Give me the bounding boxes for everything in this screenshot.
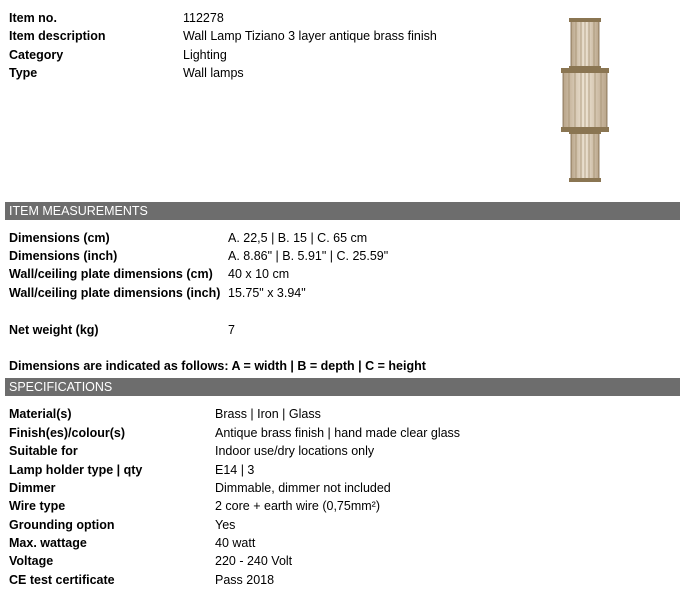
measurement-label: Wall/ceiling plate dimensions (inch) <box>9 286 221 300</box>
spec-label: Suitable for <box>9 444 78 458</box>
spec-value: Antique brass finish | hand made clear glass <box>215 426 461 440</box>
dimensions-note: Dimensions are indicated as follows: A = width | B = depth | C = height <box>9 359 426 373</box>
spec-value: Dimmable, dimmer not included <box>215 481 391 495</box>
wall-lamp-product-image <box>558 14 612 186</box>
spec-value: Pass 2018 <box>215 573 275 587</box>
measurement-label: Dimensions (inch) <box>9 249 118 263</box>
spec-label: Finish(es)/colour(s) <box>9 426 125 440</box>
spec-value: Yes <box>215 518 236 532</box>
measurement-label: Wall/ceiling plate dimensions (cm) <box>9 267 213 281</box>
spec-label: Wire type <box>9 499 66 513</box>
measurement-value: 15.75" x 3.94" <box>228 286 306 300</box>
info-label: Item description <box>9 29 106 43</box>
info-value: 112278 <box>183 11 224 25</box>
spec-value: 40 watt <box>215 536 256 550</box>
spec-value: Brass | Iron | Glass <box>215 407 321 421</box>
section-header-specifications: SPECIFICATIONS <box>5 378 680 396</box>
measurement-value: 40 x 10 cm <box>228 267 290 281</box>
spec-label: Max. wattage <box>9 536 87 550</box>
info-value: Wall lamps <box>183 66 244 80</box>
measurement-value: 7 <box>228 323 235 337</box>
measurement-value: A. 8.86" | B. 5.91" | C. 25.59" <box>228 249 389 263</box>
info-label: Type <box>9 66 38 80</box>
info-label: Item no. <box>9 11 57 25</box>
spec-value: Indoor use/dry locations only <box>215 444 375 458</box>
spec-label: Material(s) <box>9 407 72 421</box>
spec-label: Voltage <box>9 554 54 568</box>
spec-label: Grounding option <box>9 518 115 532</box>
measurement-value: A. 22,5 | B. 15 | C. 65 cm <box>228 231 368 245</box>
spec-label: Lamp holder type | qty <box>9 463 143 477</box>
measurement-label: Dimensions (cm) <box>9 231 110 245</box>
info-value: Wall Lamp Tiziano 3 layer antique brass finish <box>183 29 437 43</box>
spec-label: Dimmer <box>9 481 56 495</box>
spec-value: E14 | 3 <box>215 463 255 477</box>
spec-label: CE test certificate <box>9 573 115 587</box>
info-label: Category <box>9 48 64 62</box>
measurement-label: Net weight (kg) <box>9 323 99 337</box>
spec-value: 2 core + earth wire (0,75mm²) <box>215 499 380 513</box>
section-header-measurements: ITEM MEASUREMENTS <box>5 202 680 220</box>
info-value: Lighting <box>183 48 227 62</box>
spec-value: 220 - 240 Volt <box>215 554 293 568</box>
